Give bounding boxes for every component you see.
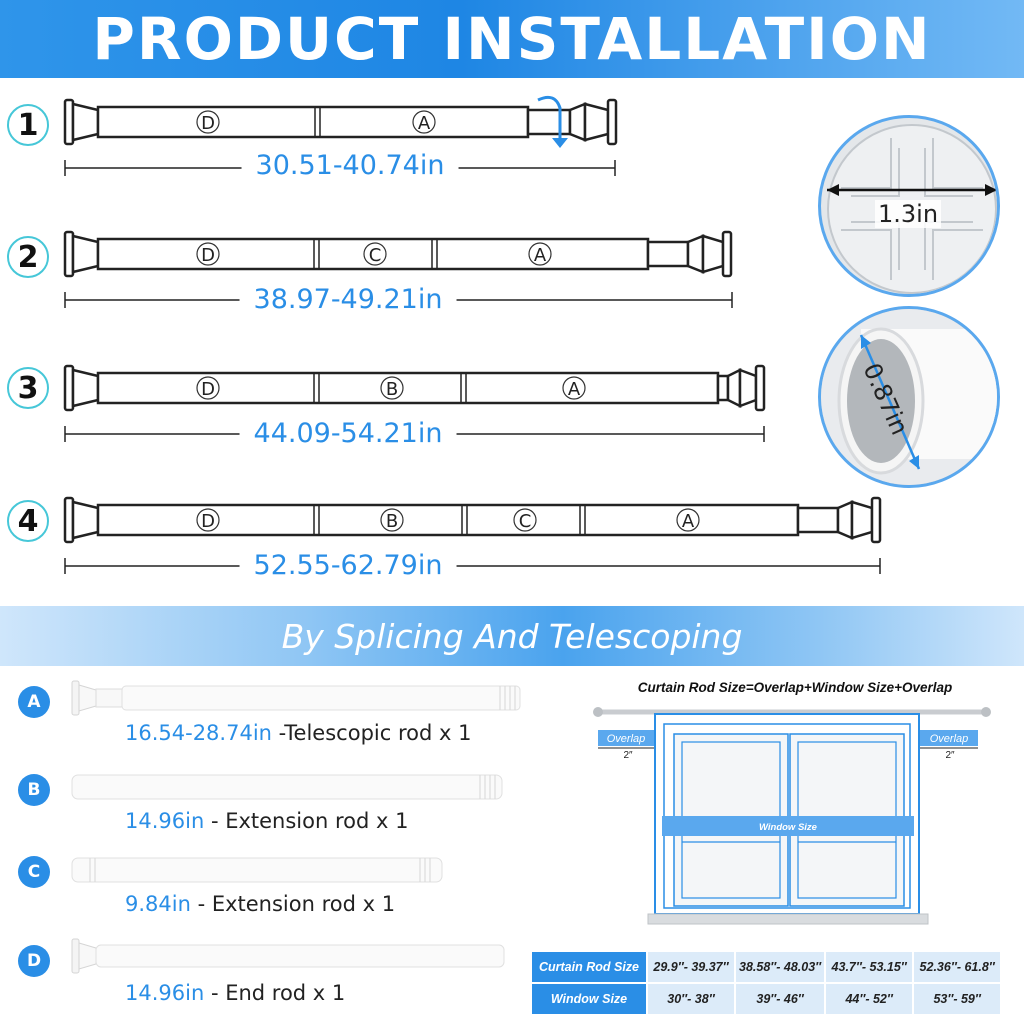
part-b-desc — [125, 809, 408, 833]
config-2-range: 38.97-49.21in — [240, 284, 457, 315]
segment-d: D — [201, 379, 215, 400]
tube-diameter: 0.87in — [857, 358, 914, 440]
segment-b: B — [385, 511, 399, 532]
segment-d: D — [201, 245, 215, 266]
table-cell: 53″- 59″ — [914, 984, 1000, 1014]
table-cell: 44″- 52″ — [826, 984, 912, 1014]
end-cap-diameter: 1.3in — [875, 200, 941, 228]
table-cell: 38.58″- 48.03″ — [736, 952, 824, 982]
config-2-number: 2 — [7, 236, 49, 278]
segment-a: A — [681, 511, 695, 532]
table-cell: 30″- 38″ — [648, 984, 734, 1014]
part-a-desc — [125, 721, 471, 745]
overlap-right-label: Overlap — [929, 733, 969, 745]
config-3-number: 3 — [7, 367, 49, 409]
table-cell: 52.36″- 61.8″ — [914, 952, 1000, 982]
part-c-desc — [125, 892, 395, 916]
table-row — [532, 952, 1000, 982]
size-table — [530, 950, 1002, 1016]
part-d-badge: D — [18, 945, 50, 977]
diagram-title: Curtain Rod Size=Overlap+Window Size+Overlap — [637, 680, 953, 695]
part-b-label: - Extension rod x 1 — [204, 809, 409, 833]
part-c-badge: C — [18, 856, 50, 888]
segment-d: D — [201, 113, 215, 134]
section-banner — [0, 606, 1024, 666]
part-c-rod — [70, 856, 450, 886]
header-banner — [0, 0, 1024, 78]
window-size-header: Window Size — [532, 984, 646, 1014]
segment-a: A — [567, 379, 581, 400]
window-diagram — [590, 700, 1010, 945]
page-title: PRODUCT INSTALLATION — [92, 5, 932, 73]
overlap-left-label: Overlap — [606, 733, 646, 745]
tube-detail — [818, 306, 1000, 488]
segment-c: C — [368, 245, 382, 266]
segment-d: D — [201, 511, 215, 532]
part-a-badge: A — [18, 686, 50, 718]
part-a-length: 16.54-28.74in — [125, 721, 272, 745]
window-size-label: Window Size — [759, 822, 817, 833]
end-cap-detail — [818, 115, 1000, 297]
part-c-length: 9.84in — [125, 892, 191, 916]
part-c-label: - Extension rod x 1 — [190, 892, 396, 916]
config-4-range: 52.55-62.79in — [240, 550, 457, 581]
segment-c: C — [518, 511, 532, 532]
config-1-number: 1 — [7, 104, 49, 146]
table-cell: 43.7″- 53.15″ — [826, 952, 912, 982]
arrow-head-icon — [552, 138, 568, 148]
segment-a: A — [533, 245, 547, 266]
part-b-rod — [70, 773, 510, 803]
part-a-label: -Telescopic rod x 1 — [271, 721, 472, 745]
segment-a: A — [417, 113, 431, 134]
segment-b: B — [385, 379, 399, 400]
table-cell: 29.9″- 39.37″ — [648, 952, 734, 982]
part-d-label: - End rod x 1 — [204, 981, 346, 1005]
config-1-range: 30.51-40.74in — [242, 150, 459, 181]
table-row — [532, 984, 1000, 1014]
part-a-rod — [70, 679, 530, 719]
part-d-rod — [70, 937, 520, 977]
config-4-rod — [60, 494, 890, 584]
overlap-left-value: 2″ — [623, 750, 633, 761]
config-4-number: 4 — [7, 500, 49, 542]
part-d-length: 14.96in — [125, 981, 205, 1005]
curtain-rod-size-header: Curtain Rod Size — [532, 952, 646, 982]
part-b-length: 14.96in — [125, 809, 205, 833]
config-3-range: 44.09-54.21in — [240, 418, 457, 449]
table-cell: 39″- 46″ — [736, 984, 824, 1014]
part-d-desc — [125, 981, 345, 1005]
overlap-right-value: 2″ — [945, 750, 955, 761]
section-title: By Splicing And Telescoping — [281, 616, 743, 656]
part-b-badge: B — [18, 774, 50, 806]
